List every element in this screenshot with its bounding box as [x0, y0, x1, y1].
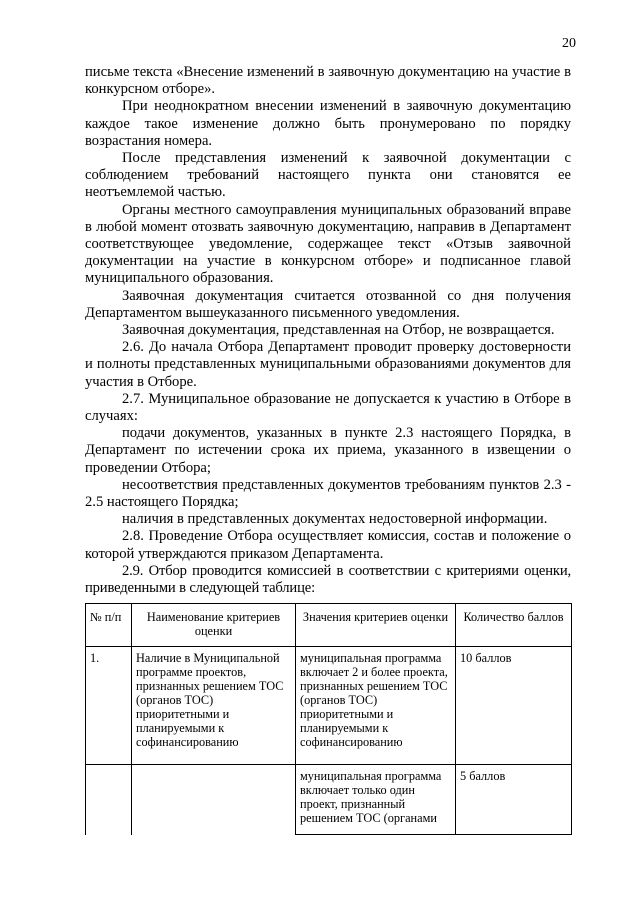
- paragraph: Заявочная документация, представленная на Отбор, не возвращается.: [122, 322, 555, 339]
- paragraph: несоответствия представленных документов требованиям пунктов 2.3 - 2.5 настоящего Порядка;: [85, 476, 571, 511]
- table-row: [86, 647, 572, 765]
- paragraph: 2.8. Проведение Отбора осуществляет комиссия, состав и положение о которой утверждаются приказом Департамента.: [85, 528, 571, 562]
- header-number: № п/п: [86, 604, 132, 647]
- row-value: муниципальная программа включает 2 и более проекта, признанных решением ТОС (органов ТОС) приоритетными и планируемыми к софинансированию: [296, 647, 456, 765]
- paragraph: подачи документов, указанных в пункте 2.3 настоящего Порядка, в Департамент по истечении срока их приема, указанного в извещении о проведении Отбора;: [85, 425, 571, 476]
- paragraph: 2.7. Муниципальное образование не допускается к участию в Отборе в случаях:: [85, 390, 571, 425]
- row-criterion: Наличие в Муниципальной программе проектов, признанных решением ТОС (органов ТОС) приоритетными и планируемыми к софинансированию: [132, 647, 296, 765]
- paragraph: После представления изменений к заявочной документации с соблюдением требований настоящего пункта они становятся ее неотъемлемой частью.: [85, 150, 571, 201]
- document-body: [85, 64, 571, 597]
- row-criterion: [132, 765, 296, 835]
- paragraph: 2.9. Отбор проводится комиссией в соответствии с критериями оценки, приведенными в следующей таблице:: [85, 562, 571, 597]
- paragraph: Органы местного самоуправления муниципальных образований вправе в любой момент отозвать заявочную документацию, направив в Департамент соответствующее уведомление, содержащее текст «Отзыв заявочной документации на участие в конкурсном отборе» и подписанное главой муниципального образования.: [85, 201, 571, 287]
- paragraph: 2.6. До начала Отбора Департамент проводит проверку достоверности и полноты представленных муниципальными образованиями документов для участия в Отборе.: [85, 339, 571, 390]
- row-points: 5 баллов: [456, 765, 572, 835]
- header-criterion-name: Наименование критериев оценки: [132, 604, 296, 647]
- header-points: Количество баллов: [456, 604, 572, 647]
- table-header-row: [86, 604, 572, 647]
- row-points: 10 баллов: [456, 647, 572, 765]
- header-criterion-value: Значения критериев оценки: [296, 604, 456, 647]
- paragraph: При неоднократном внесении изменений в заявочную документацию каждое такое изменение должно быть пронумеровано по порядку возрастания номера.: [85, 98, 571, 149]
- row-number: [86, 765, 132, 835]
- table-row: [86, 765, 572, 835]
- page-number: 20: [562, 36, 576, 51]
- criteria-table: [85, 603, 572, 835]
- paragraph: письме текста «Внесение изменений в заявочную документацию на участие в конкурсном отборе».: [85, 64, 571, 98]
- paragraph: Заявочная документация считается отозванной со дня получения Департаментом вышеуказанного письменного уведомления.: [85, 287, 571, 321]
- paragraph: наличия в представленных документах недостоверной информации.: [122, 511, 548, 528]
- row-value: муниципальная программа включает только один проект, признанный решением ТОС (органами: [296, 765, 456, 835]
- row-number: 1.: [86, 647, 132, 765]
